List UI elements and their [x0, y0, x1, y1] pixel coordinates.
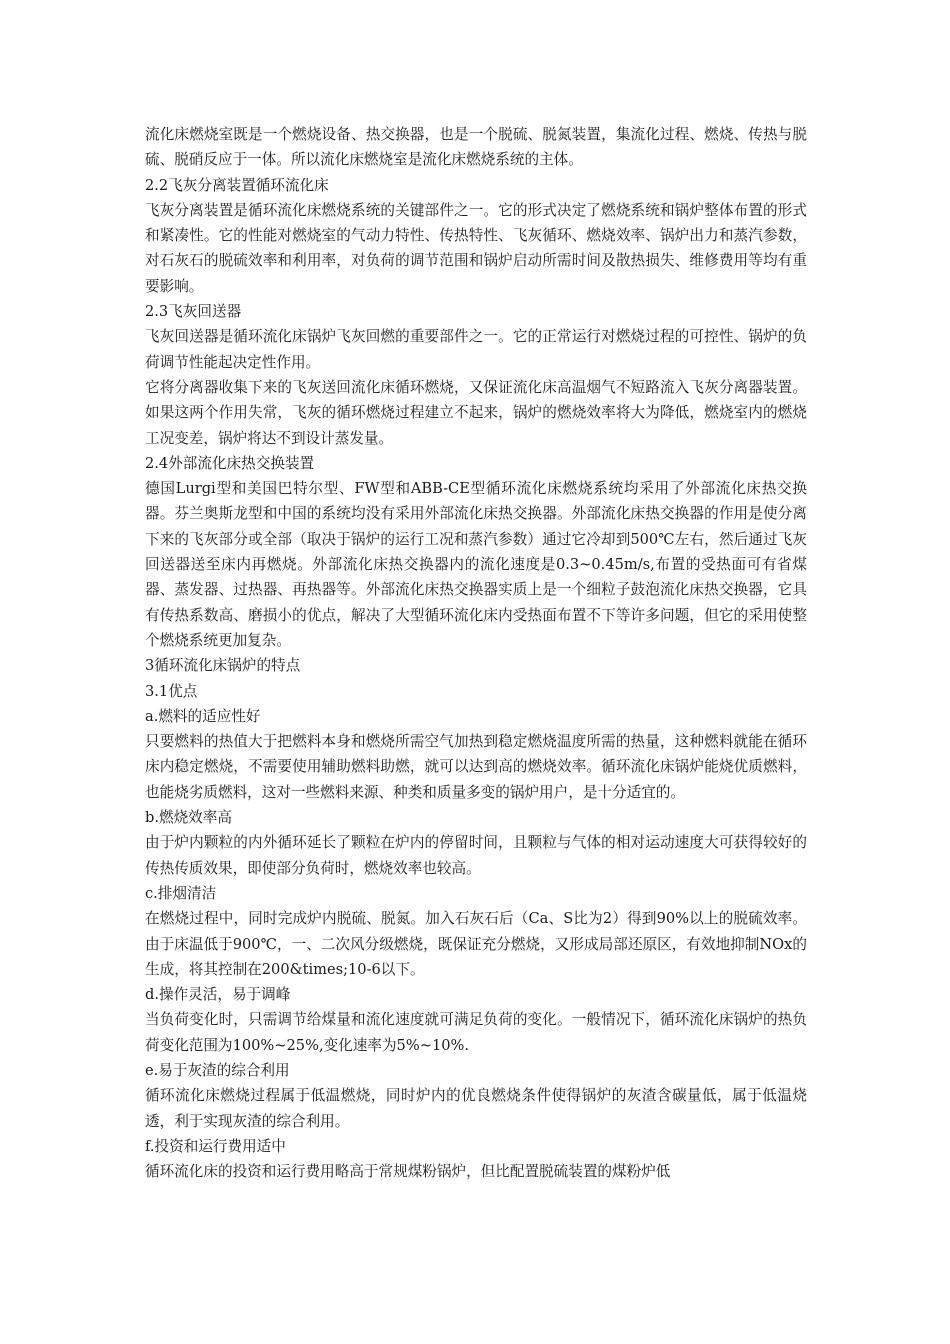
heading-d: d.操作灵活，易于调峰 [145, 986, 291, 1004]
heading-3-1: 3.1优点 [145, 682, 198, 700]
paragraph-return-device: 飞灰回送器是循环流化床锅炉飞灰回燃的重要部件之一。它的正常运行对燃烧过程的可控性、锅炉的负荷调节性能起决定性作用。 [145, 328, 807, 371]
heading-2-3: 2.3飞灰回送器 [145, 303, 242, 321]
heading-b: b.燃烧效率高 [145, 809, 232, 827]
heading-3: 3循环流化床锅炉的特点 [145, 657, 301, 675]
paragraph-clean-exhaust: 在燃烧过程中，同时完成炉内脱硫、脱氮。加入石灰石后（Ca、S比为2）得到90%以上的脱硫效率。由于床温低于900℃，一、二次风分级燃烧，既保证充分燃烧，又形成局部还原区，有效地抑制NOx的生成，将其控制在200&times;10-6以下。 [145, 910, 807, 978]
paragraph-ash-utilization: 循环流化床燃烧过程属于低温燃烧，同时炉内的优良燃烧条件使得锅炉的灰渣含碳量低，属于低温烧透，利于实现灰渣的综合利用。 [145, 1087, 807, 1130]
heading-e: e.易于灰渣的综合利用 [145, 1061, 290, 1079]
paragraph-separator: 飞灰分离装置是循环流化床燃烧系统的关键部件之一。它的形式决定了燃烧系统和锅炉整体布置的形式和紧凑性。它的性能对燃烧室的气动力特性、传热特性、飞灰循环、燃烧效率、锅炉出力和蒸汽参数，对石灰石的脱硫效率和利用率，对负荷的调节范围和锅炉启动所需时间及散热损失、维修费用等均有重要影响。 [145, 201, 807, 295]
heading-2-4: 2.4外部流化床热交换装置 [145, 454, 315, 472]
paragraph-fuel-adaptability: 只要燃料的热值大于把燃料本身和燃烧所需空气加热到稳定燃烧温度所需的热量，这种燃料就能在循环床内稳定燃烧，不需要使用辅助燃料助燃，就可以达到高的燃烧效率。循环流化床锅炉能烧优质燃料，也能烧劣质燃料，这对一些燃料来源、种类和质量多变的锅炉用户，是十分适宜的。 [145, 733, 807, 801]
heading-c: c.排烟清洁 [145, 884, 217, 902]
heading-f: f.投资和运行费用适中 [145, 1137, 286, 1155]
paragraph-combustion-efficiency: 由于炉内颗粒的内外循环延长了颗粒在炉内的停留时间，且颗粒与气体的相对运动速度大可获得较好的传热传质效果，即使部分负荷时，燃烧效率也较高。 [145, 834, 807, 877]
document-page [145, 122, 807, 1184]
paragraph-cost: 循环流化床的投资和运行费用略高于常规煤粉锅炉，但比配置脱硫装置的煤粉炉低 [145, 1163, 671, 1181]
paragraph-load-flexibility: 当负荷变化时，只需调节给煤量和流化速度就可满足负荷的变化。一般情况下，循环流化床锅炉的热负荷变化范围为100%~25%,变化速率为5%~10%. [145, 1011, 807, 1054]
paragraph-return-function: 它将分离器收集下来的飞灰送回流化床循环燃烧，又保证流化床高温烟气不短路流入飞灰分离器装置。如果这两个作用失常，飞灰的循环燃烧过程建立不起来，锅炉的燃烧效率将大为降低，燃烧室内的燃烧工况变差，锅炉将达不到设计蒸发量。 [145, 378, 807, 447]
paragraph-combustor-intro: 流化床燃烧室既是一个燃烧设备、热交换器，也是一个脱硫、脱氮装置，集流化过程、燃烧、传热与脱硫、脱硝反应于一体。所以流化床燃烧室是流化床燃烧系统的主体。 [145, 126, 807, 169]
heading-2-2: 2.2飞灰分离装置循环流化床 [145, 176, 329, 194]
paragraph-external-heat-exchanger: 德国Lurgi型和美国巴特尔型、FW型和ABB-CE型循环流化床燃烧系统均采用了外部流化床热交换器。芬兰奥斯龙型和中国的系统均没有采用外部流化床热交换器。外部流化床热交换器的作用是使分离下来的飞灰部分或全部（取决于锅炉的运行工况和蒸汽参数）通过它冷却到500℃左右，然后通过飞灰回送器送至床内再燃烧。外部流化床热交换器内的流化速度是0.3~0.45m/s,布置的受热面可有省煤器、蒸发器、过热器、再热器等。外部流化床热交换器实质上是一个细粒子鼓泡流化床热交换器，它具有传热系数高、磨损小的优点，解决了大型循环流化床内受热面布置不下等许多问题，但它的采用使整个燃烧系统更加复杂。 [145, 480, 807, 649]
heading-a: a.燃料的适应性好 [145, 707, 261, 725]
